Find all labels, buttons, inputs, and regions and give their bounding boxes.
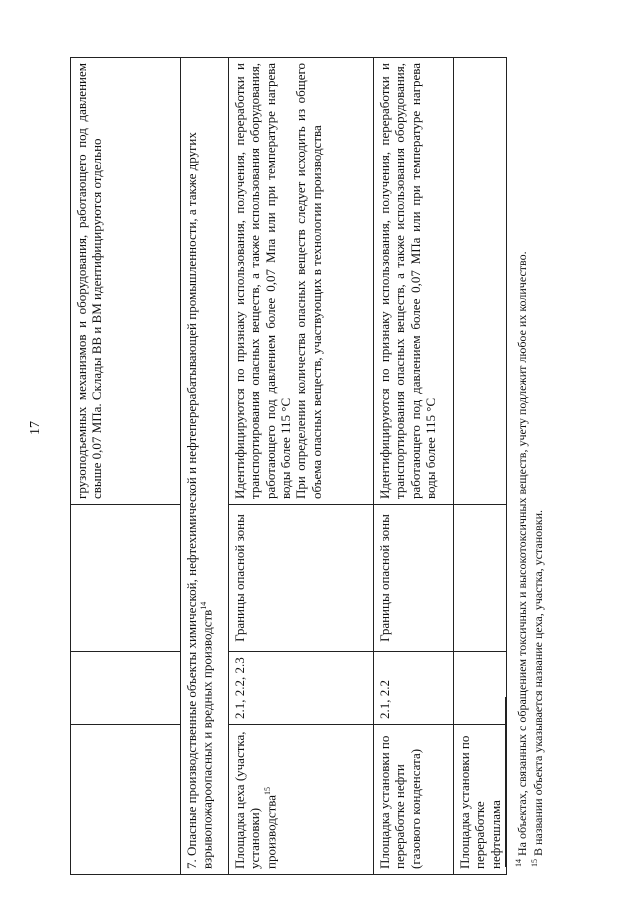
boundary-cell: Границы опасной зоны bbox=[374, 505, 454, 652]
description-cell bbox=[229, 58, 374, 505]
table-cell: грузоподъемных механизмов и оборудования, работающего под давлением свыше 0,07 МПа. Склады ВВ и ВМ идентифицируются отдельно bbox=[71, 58, 181, 505]
object-name-cell: Площадка установки по переработке нефтешлама bbox=[454, 725, 507, 875]
boundary-cell: Границы опасной зоны bbox=[229, 505, 374, 652]
table-cell bbox=[71, 725, 181, 875]
criteria-cell: 2.1, 2.2 bbox=[374, 652, 454, 725]
footnotes bbox=[505, 67, 546, 867]
table-row bbox=[374, 58, 454, 875]
object-name-cell: Площадка установки по переработке нефти (газового конденсата) bbox=[374, 725, 454, 875]
description-paragraph: Идентифицируются по признаку использования, получения, переработки и транспортирования опасных веществ, а также использования оборудования, работающего под давлением более 0,07 Мпа или при температуре нагрева воды более 115 °С bbox=[232, 63, 293, 499]
description-paragraph: При определении количества опасных веществ следует исходить из общего объема опасных веществ, участвующих в технологии производства bbox=[293, 63, 324, 499]
table-row bbox=[229, 58, 374, 875]
footnote bbox=[530, 67, 546, 867]
footnote-divider bbox=[505, 697, 506, 867]
section-heading-row bbox=[181, 58, 229, 875]
table-cell bbox=[71, 652, 181, 725]
object-name: Площадка цеха (участка, установки) производства bbox=[232, 731, 278, 869]
footnote-ref: 14 bbox=[199, 601, 209, 610]
footnote-mark: 15 bbox=[530, 859, 539, 867]
footnote-text: В названии объекта указывается название цеха, участка, установки. bbox=[531, 509, 545, 859]
footnote-ref: 15 bbox=[262, 786, 272, 795]
section-heading-text: 7. Опасные производственные объекты химической, нефтехимической и нефтеперерабатывающей промышленности, а также других взрывопожароопасных и вредных производств bbox=[184, 132, 215, 869]
footnote bbox=[514, 67, 530, 867]
description-cell bbox=[454, 58, 507, 505]
page-number: 17 bbox=[28, 421, 43, 435]
table-row bbox=[71, 58, 181, 875]
hazard-objects-table bbox=[70, 57, 507, 875]
table-row bbox=[454, 58, 507, 875]
criteria-cell: 2.1, 2.2, 2.3 bbox=[229, 652, 374, 725]
description-cell: Идентифицируются по признаку использования, получения, переработки и транспортирования опасных веществ, а также использования оборудования, работающего под давлением более 0,07 МПа или при температуре нагрева воды более 115 °С bbox=[374, 58, 454, 505]
boundary-cell bbox=[454, 505, 507, 652]
table-cell bbox=[71, 505, 181, 652]
object-name-cell bbox=[229, 725, 374, 875]
criteria-cell bbox=[454, 652, 507, 725]
rotated-page-content bbox=[0, 60, 640, 905]
footnote-text: На объектах, связанных с обращением токсичных и высокотоксичных веществ, учету подлежит любое их количество. bbox=[515, 251, 529, 859]
footnote-mark: 14 bbox=[514, 859, 523, 867]
section-heading bbox=[181, 58, 229, 875]
